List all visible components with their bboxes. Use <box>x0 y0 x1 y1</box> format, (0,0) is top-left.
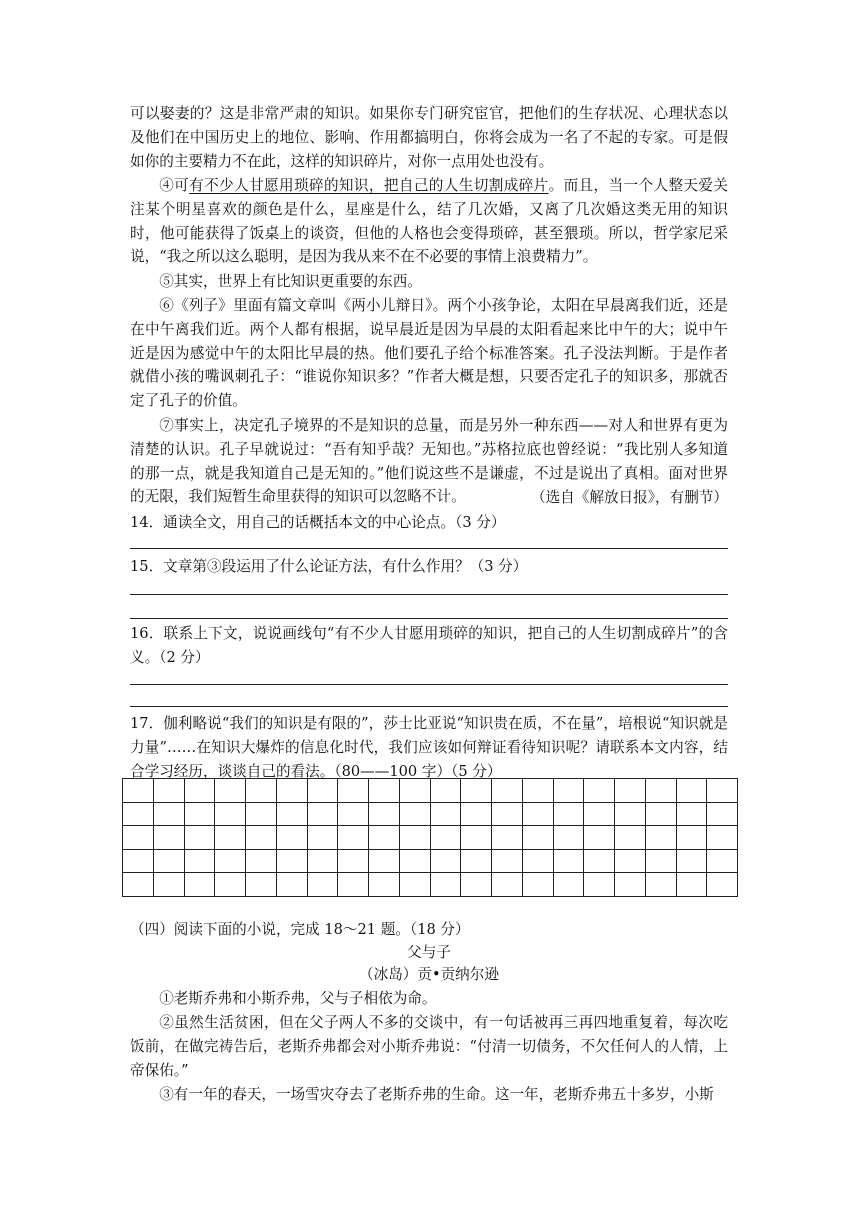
grid-cell[interactable] <box>645 779 676 803</box>
grid-cell[interactable] <box>307 826 338 850</box>
grid-cell[interactable] <box>645 826 676 850</box>
grid-cell[interactable] <box>584 849 615 873</box>
grid-cell[interactable] <box>645 802 676 826</box>
question-16: 16．联系上下文，说说画线句“有不少人甘愿用琐碎的知识，把自己的人生切割成碎片”的含义。（2 分） <box>130 625 728 666</box>
answer-line-q16-1[interactable] <box>130 684 728 685</box>
grid-cell[interactable] <box>492 779 523 803</box>
grid-cell[interactable] <box>307 802 338 826</box>
question-17: 17．伽利略说“我们的知识是有限的”，莎士比亚说“知识贵在质，不在量”，培根说“知识就是力量”……在知识大爆炸的信息化时代，我们应该如何辩证看待知识呢？请联系本文内容，结合学习经历，谈谈自己的看法。（80——100 字）（5 分） <box>130 715 728 780</box>
grid-cell[interactable] <box>584 779 615 803</box>
section-4-intro: （四）阅读下面的小说，完成 18～21 题。（18 分） <box>130 921 470 938</box>
underlined-sentence: 有不少人甘愿用琐碎的知识，把自己的人生切割成碎片 <box>189 177 549 194</box>
grid-cell[interactable] <box>369 849 400 873</box>
grid-cell[interactable] <box>430 873 461 897</box>
grid-cell[interactable] <box>369 826 400 850</box>
grid-cell[interactable] <box>553 802 584 826</box>
grid-cell[interactable] <box>707 873 738 897</box>
grid-cell[interactable] <box>123 802 154 826</box>
story-paragraph-1: ①老斯乔弗和小斯乔弗，父与子相依为命。 <box>159 990 437 1007</box>
grid-row <box>123 802 738 826</box>
grid-cell[interactable] <box>584 873 615 897</box>
paragraph-4-number: ④可 <box>159 177 190 194</box>
grid-cell[interactable] <box>307 779 338 803</box>
grid-cell[interactable] <box>399 849 430 873</box>
grid-cell[interactable] <box>553 849 584 873</box>
grid-cell[interactable] <box>461 802 492 826</box>
grid-cell[interactable] <box>461 873 492 897</box>
grid-cell[interactable] <box>215 849 246 873</box>
grid-cell[interactable] <box>123 873 154 897</box>
answer-line-q15-2[interactable] <box>130 618 728 619</box>
grid-cell[interactable] <box>461 849 492 873</box>
grid-cell[interactable] <box>430 849 461 873</box>
grid-cell[interactable] <box>584 802 615 826</box>
grid-cell[interactable] <box>707 802 738 826</box>
grid-cell[interactable] <box>615 826 646 850</box>
grid-cell[interactable] <box>399 802 430 826</box>
grid-cell[interactable] <box>123 779 154 803</box>
grid-cell[interactable] <box>615 779 646 803</box>
grid-cell[interactable] <box>676 849 707 873</box>
grid-cell[interactable] <box>430 779 461 803</box>
answer-line-q15-1[interactable] <box>130 594 728 595</box>
grid-cell[interactable] <box>369 779 400 803</box>
grid-cell[interactable] <box>522 873 553 897</box>
grid-cell[interactable] <box>461 826 492 850</box>
story-author: （冰岛）贡•贡纳尔逊 <box>359 966 499 983</box>
grid-cell[interactable] <box>307 873 338 897</box>
grid-cell[interactable] <box>492 849 523 873</box>
question-14: 14．通读全文，用自己的话概括本文的中心论点。（3 分） <box>130 514 506 531</box>
grid-cell[interactable] <box>707 849 738 873</box>
grid-cell[interactable] <box>215 873 246 897</box>
grid-cell[interactable] <box>153 826 184 850</box>
grid-cell[interactable] <box>707 779 738 803</box>
passage-paragraph-7: ⑦事实上，决定孔子境界的不是知识的总量，而是另外一种东西——对人和世界有更为清楚的认识。孔子早就说过：“吾有知乎哉？无知也。”苏格拉底也曾经说：“我比别人多知道的那一点，就是我知道自己是无知的。”他们说这些不是谦虚，不过是说出了真相。面对世界的无限，我们短暂生命里获得的知识可以忽略不计。 <box>130 417 728 506</box>
grid-cell[interactable] <box>369 873 400 897</box>
grid-cell[interactable] <box>246 849 277 873</box>
grid-cell[interactable] <box>615 849 646 873</box>
grid-cell[interactable] <box>707 826 738 850</box>
grid-cell[interactable] <box>184 802 215 826</box>
grid-cell[interactable] <box>246 873 277 897</box>
grid-cell[interactable] <box>645 873 676 897</box>
answer-line-q16-2[interactable] <box>130 706 728 707</box>
grid-cell[interactable] <box>430 802 461 826</box>
grid-row <box>123 873 738 897</box>
grid-cell[interactable] <box>123 849 154 873</box>
grid-cell[interactable] <box>184 779 215 803</box>
grid-cell[interactable] <box>399 779 430 803</box>
grid-cell[interactable] <box>676 826 707 850</box>
grid-cell[interactable] <box>153 802 184 826</box>
grid-cell[interactable] <box>676 802 707 826</box>
grid-cell[interactable] <box>307 849 338 873</box>
grid-cell[interactable] <box>276 802 307 826</box>
grid-cell[interactable] <box>492 826 523 850</box>
story-paragraph-2: ②虽然生活贫困，但在父子两人不多的交谈中，有一句话被再三再四地重复着，每次吃饭前，在做完祷告后，老斯乔弗都会对小斯乔弗说：“付清一切债务，不欠任何人的人情，上帝保佑。” <box>130 1014 728 1079</box>
grid-cell[interactable] <box>184 873 215 897</box>
grid-cell[interactable] <box>553 826 584 850</box>
grid-cell[interactable] <box>338 779 369 803</box>
grid-cell[interactable] <box>553 873 584 897</box>
grid-cell[interactable] <box>522 826 553 850</box>
writing-grid[interactable] <box>122 778 738 897</box>
grid-cell[interactable] <box>522 802 553 826</box>
grid-cell[interactable] <box>553 779 584 803</box>
grid-cell[interactable] <box>153 873 184 897</box>
grid-cell[interactable] <box>246 826 277 850</box>
grid-cell[interactable] <box>246 779 277 803</box>
grid-row <box>123 849 738 873</box>
grid-cell[interactable] <box>153 849 184 873</box>
grid-cell[interactable] <box>153 779 184 803</box>
grid-cell[interactable] <box>645 849 676 873</box>
passage-paragraph-5: ⑤其实，世界上有比知识更重要的东西。 <box>159 273 422 290</box>
grid-cell[interactable] <box>676 873 707 897</box>
grid-cell[interactable] <box>430 826 461 850</box>
grid-cell[interactable] <box>338 826 369 850</box>
grid-cell[interactable] <box>676 779 707 803</box>
grid-cell[interactable] <box>369 802 400 826</box>
paragraph-4-rest: 。而且，当一个人整天爱关注某个明星喜欢的颜色是什么，星座是什么，结了几次婚，又离了几次婚这类无用的知识时，他可能获得了饭桌上的谈资，但他的人格也会变得琐碎，甚至猥琐。所以，哲学家尼采说，“我之所以这么聪明，是因为我从来不在不必要的事情上浪费精力”。 <box>130 177 728 266</box>
grid-cell[interactable] <box>584 826 615 850</box>
grid-cell[interactable] <box>492 873 523 897</box>
grid-row <box>123 779 738 803</box>
grid-cell[interactable] <box>522 779 553 803</box>
question-15: 15．文章第③段运用了什么论证方法，有什么作用？（3 分） <box>130 558 528 575</box>
answer-line-q14[interactable] <box>130 548 728 549</box>
story-title: 父与子 <box>407 944 451 961</box>
grid-cell[interactable] <box>522 849 553 873</box>
grid-cell[interactable] <box>276 826 307 850</box>
grid-cell[interactable] <box>215 802 246 826</box>
grid-cell[interactable] <box>399 873 430 897</box>
grid-cell[interactable] <box>338 849 369 873</box>
grid-cell[interactable] <box>276 873 307 897</box>
grid-cell[interactable] <box>615 873 646 897</box>
grid-row <box>123 826 738 850</box>
grid-cell[interactable] <box>123 826 154 850</box>
grid-cell[interactable] <box>461 779 492 803</box>
grid-cell[interactable] <box>276 849 307 873</box>
grid-cell[interactable] <box>215 826 246 850</box>
grid-cell[interactable] <box>184 826 215 850</box>
passage-paragraph-6: ⑥《列子》里面有篇文章叫《两小儿辩日》。两个小孩争论，太阳在早晨离我们近，还是在中午离我们近。两个人都有根据，说早晨近是因为早晨的太阳看起来比中午的大；说中午近是因为感觉中午的太阳比早晨的热。他们要孔子给个标准答案。孔子没法判断。于是作者就借小孩的嘴讽刺孔子：“谁说你知识多？”作者大概是想，只要否定孔子的知识多，那就否定了孔子的价值。 <box>130 297 728 410</box>
story-paragraph-3: ③有一年的春天，一场雪灾夺去了老斯乔弗的生命。这一年，老斯乔弗五十多岁，小斯 <box>159 1086 714 1103</box>
passage-paragraph-3-continued: 可以娶妻的？这是非常严肃的知识。如果你专门研究宦官，把他们的生存状况、心理状态以及他们在中国历史上的地位、影响、作用都搞明白，你将会成为一名了不起的专家。可是假如你的主要精力不在此，这样的知识碎片，对你一点用处也没有。 <box>130 105 728 170</box>
grid-cell[interactable] <box>615 802 646 826</box>
grid-cell[interactable] <box>215 779 246 803</box>
grid-cell[interactable] <box>338 873 369 897</box>
grid-cell[interactable] <box>246 802 277 826</box>
grid-cell[interactable] <box>492 802 523 826</box>
grid-cell[interactable] <box>184 849 215 873</box>
grid-cell[interactable] <box>338 802 369 826</box>
passage-source: （选自《解放日报》，有删节） <box>530 489 728 506</box>
grid-cell[interactable] <box>399 826 430 850</box>
grid-cell[interactable] <box>276 779 307 803</box>
passage-paragraph-4 <box>130 174 728 269</box>
